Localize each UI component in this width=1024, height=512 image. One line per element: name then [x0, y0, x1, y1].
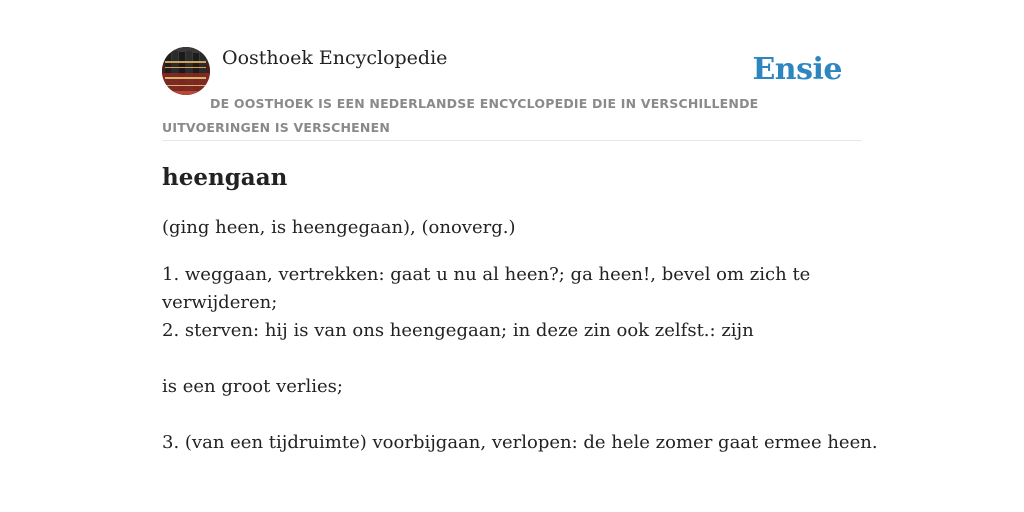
entry-senses: [162, 261, 878, 457]
site-name[interactable]: Oosthoek Encyclopedie: [222, 47, 448, 69]
encyclopedia-books-icon: [162, 47, 210, 95]
entry-headword: heengaan: [162, 164, 288, 191]
avatar[interactable]: [162, 47, 210, 95]
header: [162, 46, 862, 141]
site-subtitle: DE OOSTHOEK IS EEN NEDERLANDSE ENCYCLOPEDIE DIE IN VERSCHILLENDE UITVOERINGEN IS VERSCHENEN: [162, 96, 759, 135]
sense-line: verwijderen;: [162, 292, 278, 313]
line-gap: [162, 345, 862, 373]
brand-logo[interactable]: Ensie: [752, 52, 842, 87]
line-gap: [162, 401, 862, 429]
sense-line: is een groot verlies;: [162, 376, 343, 397]
entry-grammar: (ging heen, is heengegaan), (onoverg.): [162, 217, 516, 238]
sense-line: 1. weggaan, vertrekken: gaat u nu al heen?; ga heen!, bevel om zich te: [162, 264, 811, 285]
sense-line: 3. (van een tijdruimte) voorbijgaan, verlopen: de hele zomer gaat ermee heen.: [162, 432, 878, 453]
sense-line: 2. sterven: hij is van ons heengegaan; in deze zin ook zelfst.: zijn: [162, 320, 754, 341]
entry-content: [162, 162, 878, 457]
